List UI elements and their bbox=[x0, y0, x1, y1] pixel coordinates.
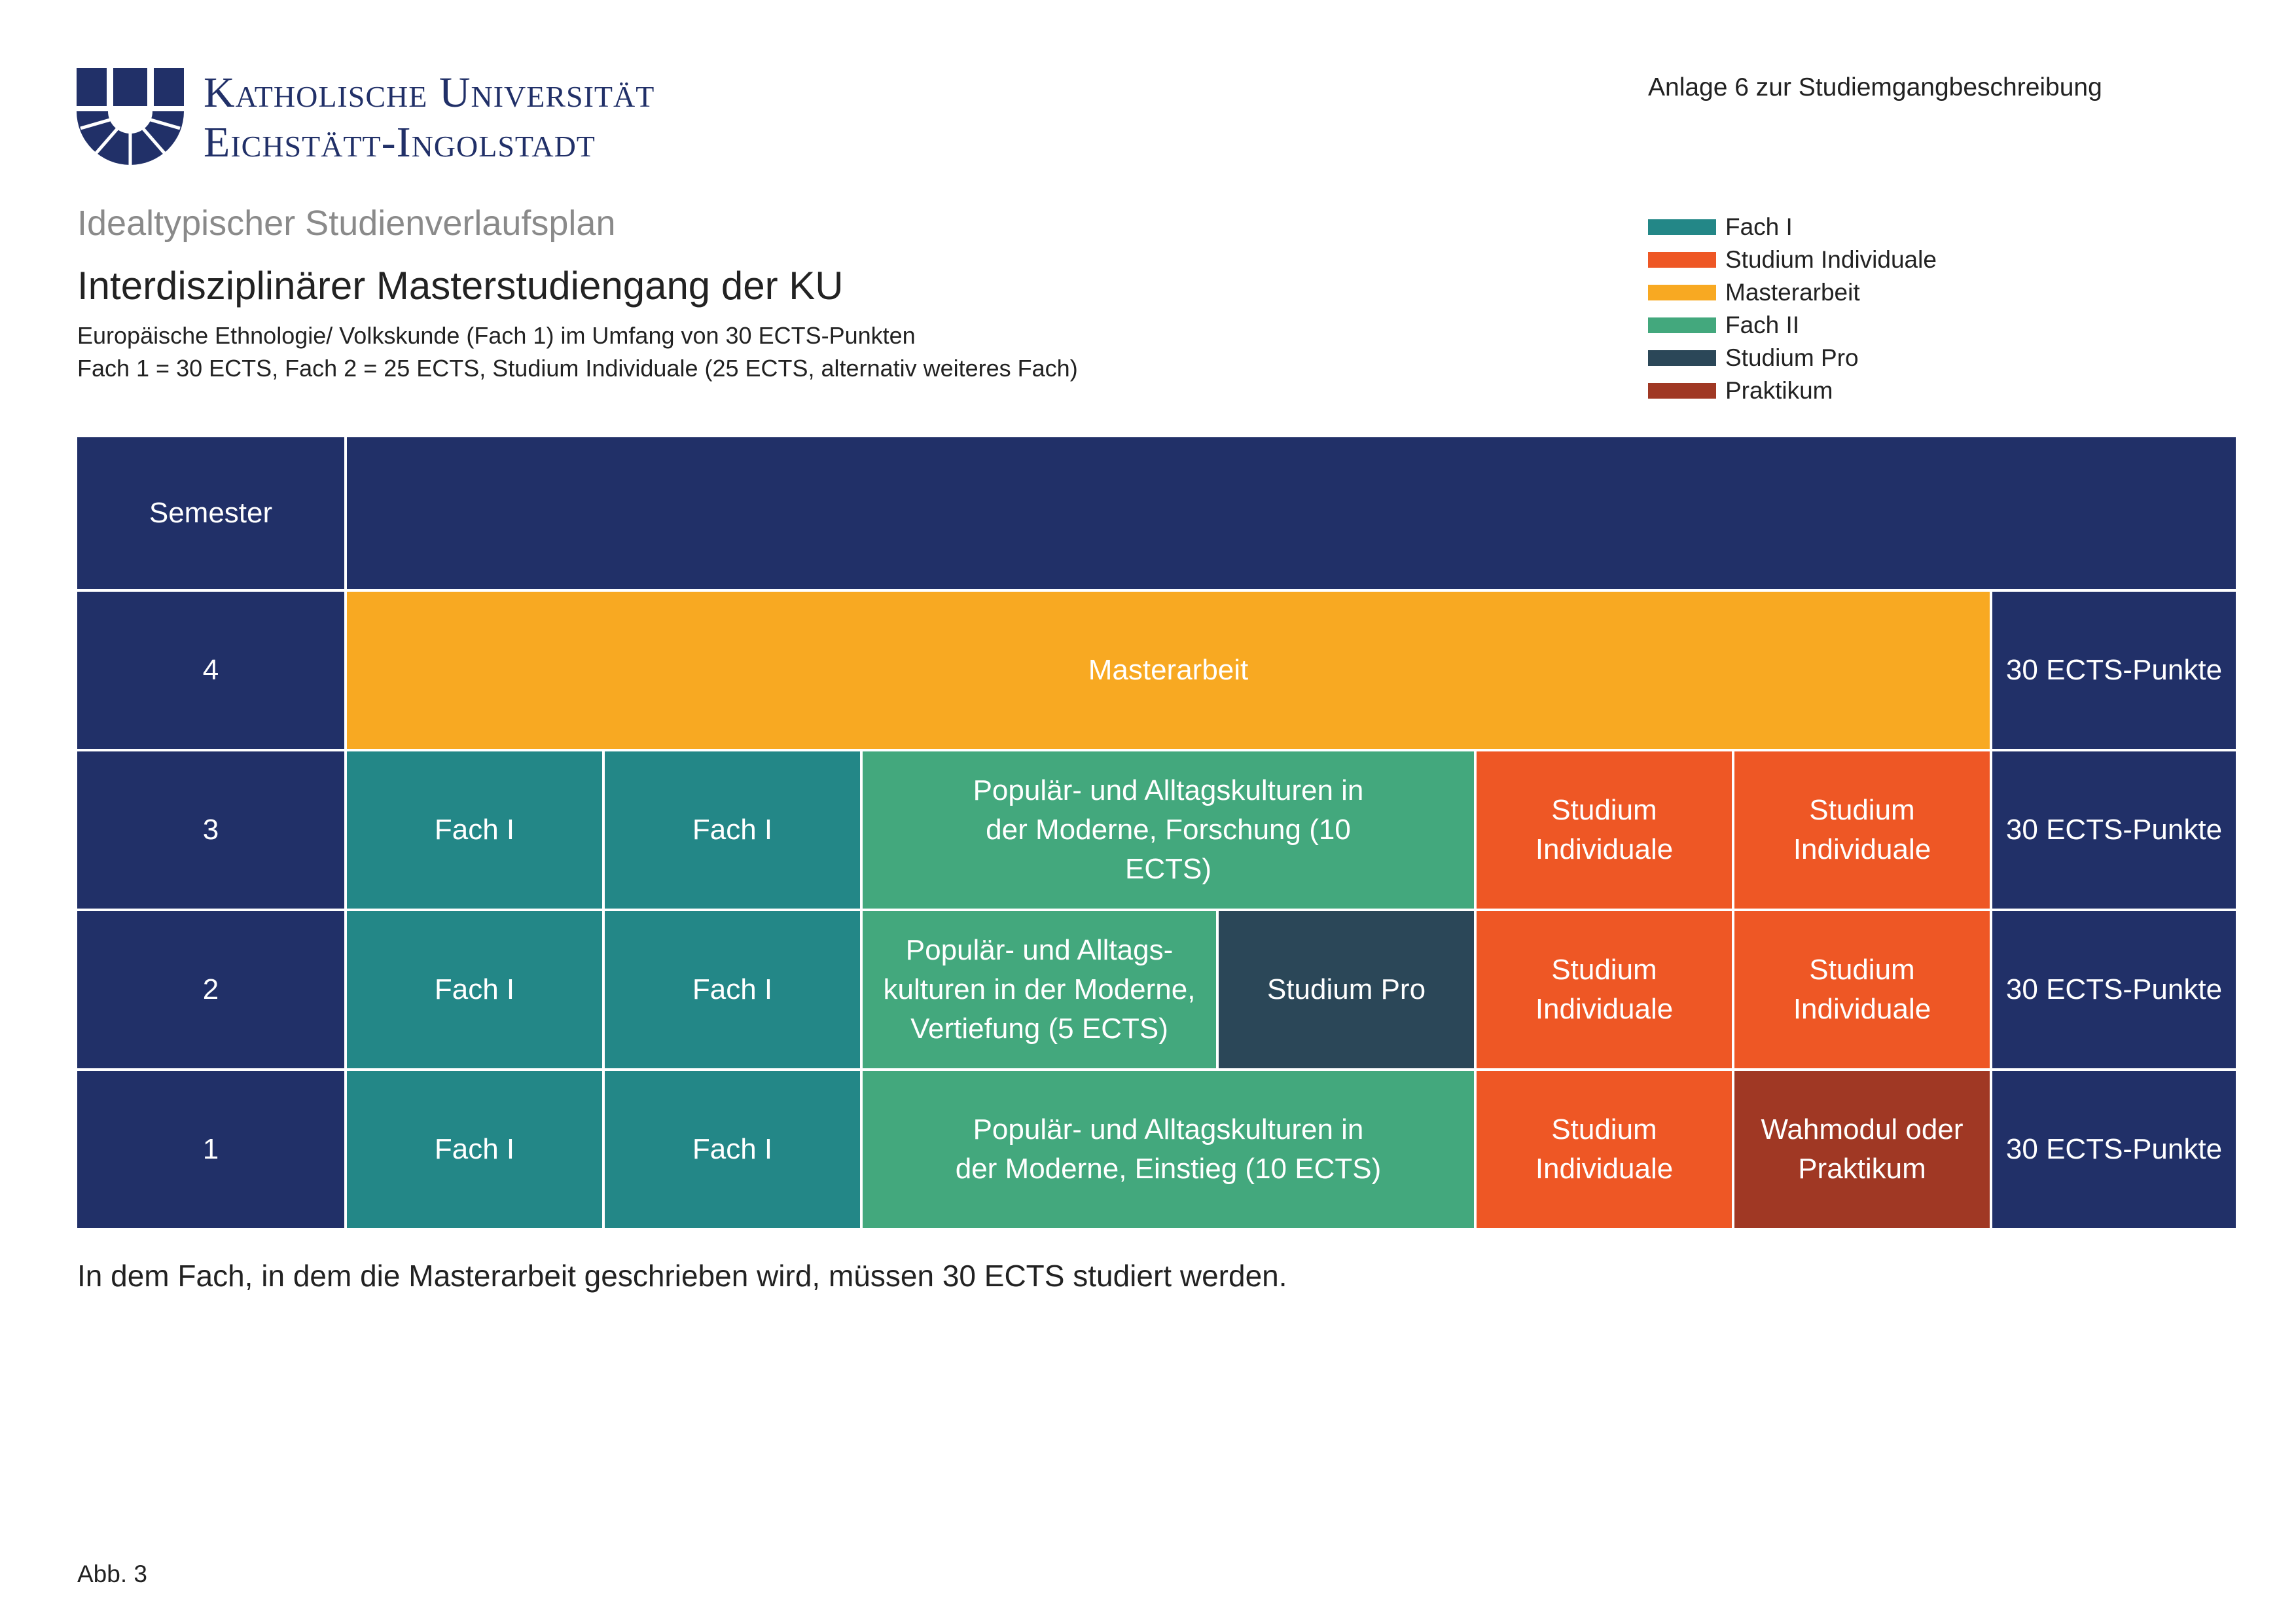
legend-item-studium-individuale bbox=[1648, 244, 1937, 276]
university-name-line2: Eichstätt-Ingolstadt bbox=[204, 118, 596, 166]
fach1-cell: Fach I bbox=[347, 911, 602, 1068]
semester-1-ects: 30 ECTS-Punkte bbox=[1992, 1071, 2236, 1228]
figure-label: Abb. 3 bbox=[77, 1561, 147, 1587]
study-plan-table bbox=[77, 437, 2224, 1220]
fach1-cell: Fach I bbox=[605, 911, 860, 1068]
studium-individuale-cell: Studium Individuale bbox=[1477, 911, 1732, 1068]
semester-3-label: 3 bbox=[77, 751, 344, 909]
page-title: Interdisziplinärer Masterstudiengang der KU bbox=[77, 264, 844, 308]
legend-item-studium-pro bbox=[1648, 342, 1937, 374]
legend-label: Fach II bbox=[1725, 312, 1800, 338]
legend-item-fach1 bbox=[1648, 211, 1937, 244]
legend-label: Fach I bbox=[1725, 213, 1793, 240]
page-subtitle: Idealtypischer Studienverlaufsplan bbox=[77, 204, 616, 243]
legend-swatch-studium-pro bbox=[1648, 350, 1716, 366]
fach2-vertiefung-cell: Populär- und Alltags-kulturen in der Moderne, Vertiefung (5 ECTS) bbox=[863, 911, 1216, 1068]
legend-swatch-masterarbeit bbox=[1648, 285, 1716, 300]
description-line-2: Fach 1 = 30 ECTS, Fach 2 = 25 ECTS, Studium Individuale (25 ECTS, alternativ weiteres Fach) bbox=[77, 355, 1078, 382]
studium-individuale-cell: Studium Individuale bbox=[1477, 1071, 1732, 1228]
fach1-cell: Fach I bbox=[605, 1071, 860, 1228]
fach2-einstieg-cell: Populär- und Alltagskulturen in der Moderne, Einstieg (10 ECTS) bbox=[863, 1071, 1474, 1228]
legend-label: Studium Individuale bbox=[1725, 246, 1937, 273]
semester-2-label: 2 bbox=[77, 911, 344, 1068]
legend-item-fach2 bbox=[1648, 309, 1937, 342]
legend-swatch-praktikum bbox=[1648, 383, 1716, 399]
wahlmodul-praktikum-cell: Wahmodul oder Praktikum bbox=[1734, 1071, 1990, 1228]
studium-individuale-cell: Studium Individuale bbox=[1477, 751, 1732, 909]
legend-swatch-fach2 bbox=[1648, 317, 1716, 333]
studium-individuale-cell: Studium Individuale bbox=[1734, 751, 1990, 909]
studium-pro-cell: Studium Pro bbox=[1219, 911, 1474, 1068]
footnote: In dem Fach, in dem die Masterarbeit geschrieben wird, müssen 30 ECTS studiert werden. bbox=[77, 1259, 1287, 1293]
semester-header: Semester bbox=[77, 437, 344, 589]
semester-4-ects: 30 ECTS-Punkte bbox=[1992, 592, 2236, 749]
semester-1-label: 1 bbox=[77, 1071, 344, 1228]
fach2-forschung-cell: Populär- und Alltagskulturen in der Moderne, Forschung (10 ECTS) bbox=[863, 751, 1474, 909]
program-description bbox=[77, 319, 1078, 385]
semester-2-ects: 30 ECTS-Punkte bbox=[1992, 911, 2236, 1068]
header-band bbox=[347, 437, 2236, 589]
fach1-cell: Fach I bbox=[347, 1071, 602, 1228]
legend-item-praktikum bbox=[1648, 374, 1937, 407]
legend-item-masterarbeit bbox=[1648, 276, 1937, 309]
university-shield-icon bbox=[75, 65, 185, 170]
anlage-label: Anlage 6 zur Studiemgangbeschreibung bbox=[1648, 73, 2102, 101]
fach1-cell: Fach I bbox=[605, 751, 860, 909]
fach1-cell: Fach I bbox=[347, 751, 602, 909]
legend-label: Praktikum bbox=[1725, 377, 1833, 404]
legend-swatch-fach1 bbox=[1648, 219, 1716, 235]
semester-2-split-group bbox=[863, 911, 1474, 1068]
university-logo bbox=[75, 65, 655, 170]
semester-4-label: 4 bbox=[77, 592, 344, 749]
description-line-1: Europäische Ethnologie/ Volkskunde (Fach 1) im Umfang von 30 ECTS-Punkten bbox=[77, 322, 916, 349]
legend-label: Masterarbeit bbox=[1725, 279, 1860, 306]
legend bbox=[1648, 211, 1937, 407]
semester-3-ects: 30 ECTS-Punkte bbox=[1992, 751, 2236, 909]
masterarbeit-cell: Masterarbeit bbox=[347, 592, 1990, 749]
studium-individuale-cell: Studium Individuale bbox=[1734, 911, 1990, 1068]
university-name-line1: Katholische Universität bbox=[204, 69, 655, 117]
legend-swatch-studium-individuale bbox=[1648, 252, 1716, 268]
legend-label: Studium Pro bbox=[1725, 344, 1859, 371]
